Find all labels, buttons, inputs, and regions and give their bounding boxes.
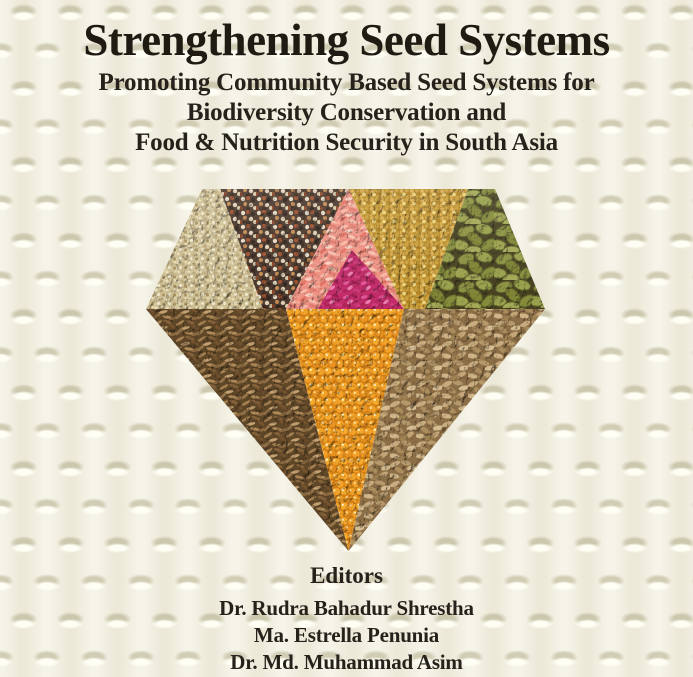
editor-name-3: Dr. Md. Muhammad Asim: [230, 650, 463, 674]
subtitle-line-1: Promoting Community Based Seed Systems for: [98, 69, 595, 96]
editors-block: [0, 564, 693, 676]
editor-name-1: Dr. Rudra Bahadur Shrestha: [219, 596, 474, 620]
editors-heading: Editors: [310, 563, 383, 588]
editor-name-2: Ma. Estrella Penunia: [253, 623, 440, 647]
subtitle-line-2: Biodiversity Conservation and: [186, 99, 507, 126]
subtitle-line-3: Food & Nutrition Security in South Asia: [135, 129, 558, 156]
diamond-sheen-overlay: [146, 189, 545, 551]
editor-names: [0, 595, 693, 676]
book-title: Strengthening Seed Systems: [83, 15, 610, 65]
